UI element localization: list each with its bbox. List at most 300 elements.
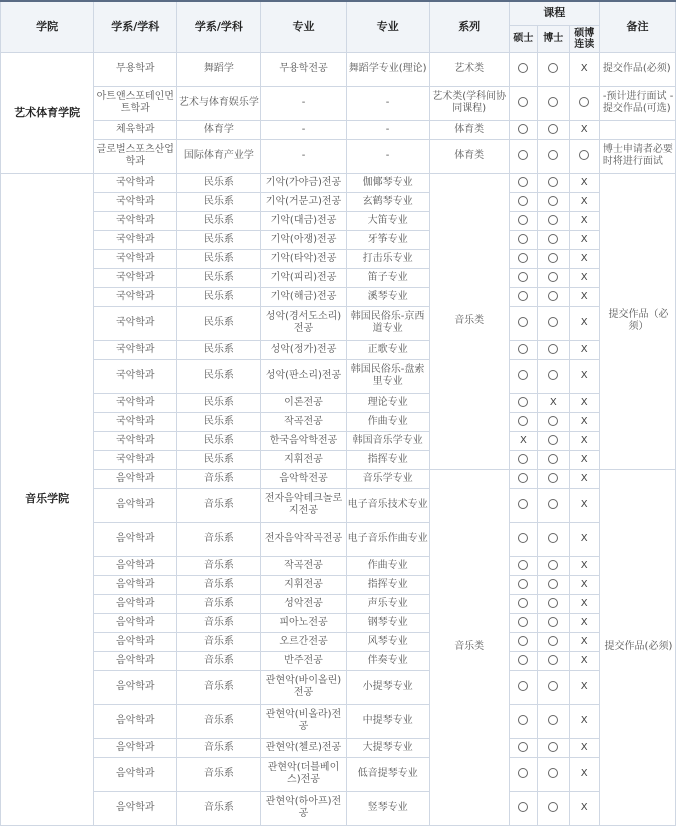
circle-mark-icon: [518, 177, 528, 187]
circle-mark-icon: [518, 416, 528, 426]
doctor-mark: [538, 704, 569, 738]
master-mark: [509, 738, 537, 757]
combined-mark: [569, 192, 599, 211]
combined-mark: [569, 412, 599, 431]
cross-mark: X: [580, 681, 588, 692]
doctor-mark: [538, 575, 569, 594]
major-zh: 中提琴专业: [346, 704, 429, 738]
combined-mark: [569, 52, 599, 86]
major-ko: 음악학전공: [261, 469, 346, 488]
dept-ko: 국악학과: [94, 412, 177, 431]
table-row: [1, 249, 676, 268]
dept-zh: 音乐系: [177, 651, 261, 670]
master-mark: [509, 211, 537, 230]
doctor-mark: [538, 249, 569, 268]
doctor-mark: [538, 594, 569, 613]
circle-mark-icon: [548, 579, 558, 589]
major-zh: 理论专业: [346, 393, 429, 412]
major-zh: 指挥专业: [346, 575, 429, 594]
remark: [599, 120, 675, 139]
circle-mark-icon: [518, 533, 528, 543]
dept-zh: 民乐系: [177, 306, 261, 340]
doctor-mark: [538, 52, 569, 86]
circle-mark-icon: [518, 234, 528, 244]
cross-mark: X: [580, 123, 588, 135]
dept-zh: 舞蹈学: [177, 52, 261, 86]
major-ko: 성악(경서도소리)전공: [261, 306, 346, 340]
header-doctor: 博士: [538, 25, 569, 52]
major-ko: 성악(정가)전공: [261, 340, 346, 359]
dept-zh: 民乐系: [177, 393, 261, 412]
doctor-mark: [538, 613, 569, 632]
major-zh: -: [346, 139, 429, 173]
dept-zh: 民乐系: [177, 287, 261, 306]
combined-mark: [569, 450, 599, 469]
cross-mark: X: [580, 533, 588, 544]
dept-ko: 국악학과: [94, 230, 177, 249]
table-row: [1, 488, 676, 522]
dept-zh: 音乐系: [177, 791, 261, 825]
circle-mark-icon: [518, 370, 528, 380]
circle-mark-icon: [548, 802, 558, 812]
major-zh: 电子音乐技术专业: [346, 488, 429, 522]
cross-mark: X: [580, 499, 588, 510]
master-mark: [509, 704, 537, 738]
circle-mark-icon: [518, 473, 528, 483]
series: 艺术类: [429, 52, 509, 86]
circle-mark-icon: [518, 454, 528, 464]
circle-mark-icon: [548, 150, 558, 160]
major-zh: 溪琴专业: [346, 287, 429, 306]
cross-mark: X: [580, 252, 588, 264]
circle-mark-icon: [548, 636, 558, 646]
dept-ko: 아트앤스포테인먼트학과: [94, 86, 177, 120]
dept-zh: 民乐系: [177, 340, 261, 359]
cross-mark: X: [580, 63, 588, 74]
cross-mark: X: [580, 802, 588, 813]
cross-mark: X: [580, 472, 588, 484]
circle-mark-icon: [518, 272, 528, 282]
dept-zh: 民乐系: [177, 431, 261, 450]
series: 音乐类: [429, 173, 509, 469]
series: 体育类: [429, 120, 509, 139]
dept-ko: 국악학과: [94, 173, 177, 192]
circle-mark-icon: [518, 499, 528, 509]
doctor-mark: [538, 230, 569, 249]
master-mark: [509, 469, 537, 488]
doctor-mark: [538, 120, 569, 139]
dept-zh: 民乐系: [177, 268, 261, 287]
doctor-mark: [538, 412, 569, 431]
major-ko: -: [261, 86, 346, 120]
doctor-mark: [538, 738, 569, 757]
master-mark: [509, 306, 537, 340]
dept-ko: 음악학과: [94, 632, 177, 651]
major-ko: 관현악(첼로)전공: [261, 738, 346, 757]
circle-mark-icon: [548, 533, 558, 543]
dept-ko: 음악학과: [94, 594, 177, 613]
doctor-mark: [538, 340, 569, 359]
circle-mark-icon: [518, 317, 528, 327]
circle-mark-icon: [548, 416, 558, 426]
dept-zh: 国际体育产业学: [177, 139, 261, 173]
doctor-mark: [538, 757, 569, 791]
circle-mark-icon: [548, 63, 558, 73]
major-zh: 大提琴专业: [346, 738, 429, 757]
circle-mark-icon: [548, 715, 558, 725]
table-row: [1, 431, 676, 450]
combined-mark: [569, 488, 599, 522]
major-ko: 기악(대금)전공: [261, 211, 346, 230]
table-row: [1, 632, 676, 651]
table-row: [1, 613, 676, 632]
master-mark: [509, 632, 537, 651]
combined-mark: [569, 230, 599, 249]
dept-zh: 体育学: [177, 120, 261, 139]
major-ko: 성악전공: [261, 594, 346, 613]
table-row: [1, 757, 676, 791]
dept-ko: 음악학과: [94, 522, 177, 556]
dept-ko: 음악학과: [94, 575, 177, 594]
cross-mark: X: [580, 616, 588, 628]
dept-zh: 民乐系: [177, 412, 261, 431]
circle-mark-icon: [548, 272, 558, 282]
combined-mark: [569, 594, 599, 613]
cross-mark: X: [519, 434, 527, 446]
master-mark: [509, 359, 537, 393]
cross-mark: X: [580, 233, 588, 245]
master-mark: [509, 613, 537, 632]
dept-ko: 국악학과: [94, 268, 177, 287]
major-ko: 기악(가야금)전공: [261, 173, 346, 192]
major-zh: -: [346, 120, 429, 139]
cross-mark: X: [580, 290, 588, 302]
combined-mark: [569, 670, 599, 704]
dept-ko: 음악학과: [94, 469, 177, 488]
remark: -预计进行面试 -提交作品(可选): [599, 86, 675, 120]
major-zh: 音乐学专业: [346, 469, 429, 488]
master-mark: [509, 120, 537, 139]
dept-ko: 음악학과: [94, 651, 177, 670]
doctor-mark: [538, 469, 569, 488]
circle-mark-icon: [518, 196, 528, 206]
doctor-mark: [538, 670, 569, 704]
dept-ko: 음악학과: [94, 791, 177, 825]
circle-mark-icon: [548, 234, 558, 244]
master-mark: [509, 522, 537, 556]
dept-zh: 音乐系: [177, 594, 261, 613]
combined-mark: [569, 431, 599, 450]
table-header: [1, 1, 676, 52]
circle-mark-icon: [548, 97, 558, 107]
dept-ko: 체육학과: [94, 120, 177, 139]
circle-mark-icon: [518, 124, 528, 134]
circle-mark-icon: [518, 636, 528, 646]
table-row: [1, 86, 676, 120]
circle-mark-icon: [518, 617, 528, 627]
combined-mark: [569, 268, 599, 287]
dept-zh: 音乐系: [177, 757, 261, 791]
circle-mark-icon: [548, 317, 558, 327]
dept-zh: 艺术与体育娱乐学: [177, 86, 261, 120]
doctor-mark: [538, 632, 569, 651]
table-row: [1, 306, 676, 340]
dept-ko: 국악학과: [94, 211, 177, 230]
dept-zh: 音乐系: [177, 522, 261, 556]
header-college: 学院: [1, 1, 94, 52]
major-ko: 기악(아쟁)전공: [261, 230, 346, 249]
combined-mark: [569, 469, 599, 488]
table-row: [1, 522, 676, 556]
major-zh: 舞蹈学专业(理论): [346, 52, 429, 86]
master-mark: [509, 556, 537, 575]
series: 艺术类(学科间协同课程): [429, 86, 509, 120]
table-row: [1, 120, 676, 139]
dept-ko: 국악학과: [94, 340, 177, 359]
combined-mark: [569, 632, 599, 651]
header-major-zh: 专业: [346, 1, 429, 52]
dept-zh: 音乐系: [177, 469, 261, 488]
major-ko: 전자음악작곡전공: [261, 522, 346, 556]
header-course: 课程: [509, 1, 599, 25]
major-zh: 声乐专业: [346, 594, 429, 613]
dept-ko: 국악학과: [94, 192, 177, 211]
master-mark: [509, 230, 537, 249]
major-zh: 打击乐专业: [346, 249, 429, 268]
major-ko: 관현악(바이올린)전공: [261, 670, 346, 704]
doctor-mark: [538, 791, 569, 825]
table-row: [1, 556, 676, 575]
circle-mark-icon: [548, 598, 558, 608]
circle-mark-icon: [548, 617, 558, 627]
table-row: [1, 359, 676, 393]
major-ko: 무용학전공: [261, 52, 346, 86]
doctor-mark: [538, 287, 569, 306]
major-zh: 大笛专业: [346, 211, 429, 230]
cross-mark: X: [580, 415, 588, 427]
doctor-mark: [538, 450, 569, 469]
circle-mark-icon: [579, 97, 589, 107]
dept-ko: 무용학과: [94, 52, 177, 86]
master-mark: [509, 340, 537, 359]
circle-mark-icon: [518, 802, 528, 812]
dept-zh: 音乐系: [177, 738, 261, 757]
combined-mark: [569, 613, 599, 632]
table-row: [1, 139, 676, 173]
table-row: [1, 340, 676, 359]
circle-mark-icon: [548, 454, 558, 464]
doctor-mark: [538, 268, 569, 287]
major-ko: -: [261, 139, 346, 173]
table-row: [1, 268, 676, 287]
table-row: [1, 594, 676, 613]
major-zh: 韩国民俗乐-京西道专业: [346, 306, 429, 340]
cross-mark: X: [549, 396, 557, 408]
circle-mark-icon: [518, 344, 528, 354]
major-ko: 관현악(더블베이스)전공: [261, 757, 346, 791]
dept-zh: 音乐系: [177, 632, 261, 651]
major-ko: 지휘전공: [261, 450, 346, 469]
major-ko: 반주전공: [261, 651, 346, 670]
master-mark: [509, 192, 537, 211]
major-ko: 이론전공: [261, 393, 346, 412]
cross-mark: X: [580, 271, 588, 283]
combined-mark: [569, 651, 599, 670]
cross-mark: X: [580, 317, 588, 328]
table-row: [1, 192, 676, 211]
header-major-ko: 专业: [261, 1, 346, 52]
combined-mark: [569, 556, 599, 575]
circle-mark-icon: [548, 196, 558, 206]
dept-ko: 국악학과: [94, 287, 177, 306]
header-dept-ko: 学系/学科: [94, 1, 177, 52]
dept-zh: 音乐系: [177, 670, 261, 704]
dept-zh: 民乐系: [177, 249, 261, 268]
cross-mark: X: [580, 715, 588, 726]
circle-mark-icon: [548, 560, 558, 570]
dept-ko: 음악학과: [94, 556, 177, 575]
dept-ko: 글로벌스포츠산업학과: [94, 139, 177, 173]
cross-mark: X: [580, 654, 588, 666]
major-zh: 低音提琴专业: [346, 757, 429, 791]
major-ko: 관현악(비올라)전공: [261, 704, 346, 738]
remark: 博士申请者必要时将进行面试: [599, 139, 675, 173]
combined-mark: [569, 86, 599, 120]
table-row: [1, 412, 676, 431]
circle-mark-icon: [518, 579, 528, 589]
dept-zh: 民乐系: [177, 230, 261, 249]
table-row: [1, 393, 676, 412]
doctor-mark: [538, 431, 569, 450]
dept-ko: 음악학과: [94, 704, 177, 738]
circle-mark-icon: [548, 177, 558, 187]
master-mark: [509, 52, 537, 86]
doctor-mark: [538, 173, 569, 192]
dept-ko: 국악학과: [94, 306, 177, 340]
combined-mark: [569, 139, 599, 173]
major-ko: 한국음악학전공: [261, 431, 346, 450]
major-zh: 韩国民俗乐-盘索里专业: [346, 359, 429, 393]
master-mark: [509, 791, 537, 825]
master-mark: [509, 450, 537, 469]
dept-zh: 民乐系: [177, 211, 261, 230]
major-ko: 기악(타악)전공: [261, 249, 346, 268]
master-mark: [509, 651, 537, 670]
college-name: 音乐学院: [1, 173, 94, 825]
master-mark: [509, 575, 537, 594]
major-zh: 玄鹤琴专业: [346, 192, 429, 211]
master-mark: [509, 173, 537, 192]
dept-zh: 音乐系: [177, 556, 261, 575]
combined-mark: [569, 738, 599, 757]
table-row: [1, 450, 676, 469]
major-zh: 作曲专业: [346, 412, 429, 431]
master-mark: [509, 268, 537, 287]
major-ko: -: [261, 120, 346, 139]
combined-mark: [569, 120, 599, 139]
master-mark: [509, 412, 537, 431]
table-body: [1, 52, 676, 825]
cross-mark: X: [580, 597, 588, 609]
table-row: [1, 738, 676, 757]
major-zh: 指挥专业: [346, 450, 429, 469]
circle-mark-icon: [518, 150, 528, 160]
dept-ko: 음악학과: [94, 613, 177, 632]
circle-mark-icon: [518, 742, 528, 752]
circle-mark-icon: [518, 63, 528, 73]
major-ko: 성악(판소리)전공: [261, 359, 346, 393]
cross-mark: X: [580, 559, 588, 571]
college-name: 艺术体育学院: [1, 52, 94, 173]
dept-ko: 국악학과: [94, 450, 177, 469]
cross-mark: X: [580, 176, 588, 188]
master-mark: [509, 249, 537, 268]
doctor-mark: [538, 359, 569, 393]
circle-mark-icon: [548, 215, 558, 225]
dept-ko: 국악학과: [94, 359, 177, 393]
combined-mark: [569, 522, 599, 556]
table-row: [1, 651, 676, 670]
master-mark: [509, 488, 537, 522]
master-mark: [509, 86, 537, 120]
doctor-mark: [538, 211, 569, 230]
major-zh: 笛子专业: [346, 268, 429, 287]
cross-mark: X: [580, 768, 588, 779]
dept-ko: 음악학과: [94, 488, 177, 522]
circle-mark-icon: [518, 97, 528, 107]
remark: 提交作品(必须): [599, 52, 675, 86]
circle-mark-icon: [548, 291, 558, 301]
dept-ko: 음악학과: [94, 757, 177, 791]
circle-mark-icon: [518, 397, 528, 407]
master-mark: [509, 139, 537, 173]
dept-ko: 음악학과: [94, 738, 177, 757]
major-ko: 기악(해금)전공: [261, 287, 346, 306]
dept-ko: 국악학과: [94, 431, 177, 450]
doctor-mark: [538, 139, 569, 173]
combined-mark: [569, 173, 599, 192]
cross-mark: X: [580, 214, 588, 226]
table-row: [1, 52, 676, 86]
major-ko: 기악(거문고)전공: [261, 192, 346, 211]
table-row: [1, 791, 676, 825]
header-dept-zh: 学系/学科: [177, 1, 261, 52]
circle-mark-icon: [548, 742, 558, 752]
circle-mark-icon: [548, 768, 558, 778]
cross-mark: X: [580, 453, 588, 465]
major-ko: 피아노전공: [261, 613, 346, 632]
dept-ko: 국악학과: [94, 249, 177, 268]
circle-mark-icon: [548, 435, 558, 445]
master-mark: [509, 431, 537, 450]
major-ko: 작곡전공: [261, 556, 346, 575]
doctor-mark: [538, 306, 569, 340]
major-zh: 作曲专业: [346, 556, 429, 575]
major-zh: -: [346, 86, 429, 120]
combined-mark: [569, 704, 599, 738]
table-row: [1, 704, 676, 738]
header-combined: 硕博连读: [569, 25, 599, 52]
doctor-mark: [538, 192, 569, 211]
circle-mark-icon: [548, 344, 558, 354]
circle-mark-icon: [518, 768, 528, 778]
major-ko: 전자음악테크놀로지전공: [261, 488, 346, 522]
combined-mark: [569, 249, 599, 268]
circle-mark-icon: [548, 473, 558, 483]
table-row: [1, 670, 676, 704]
combined-mark: [569, 575, 599, 594]
series: 音乐类: [429, 469, 509, 825]
